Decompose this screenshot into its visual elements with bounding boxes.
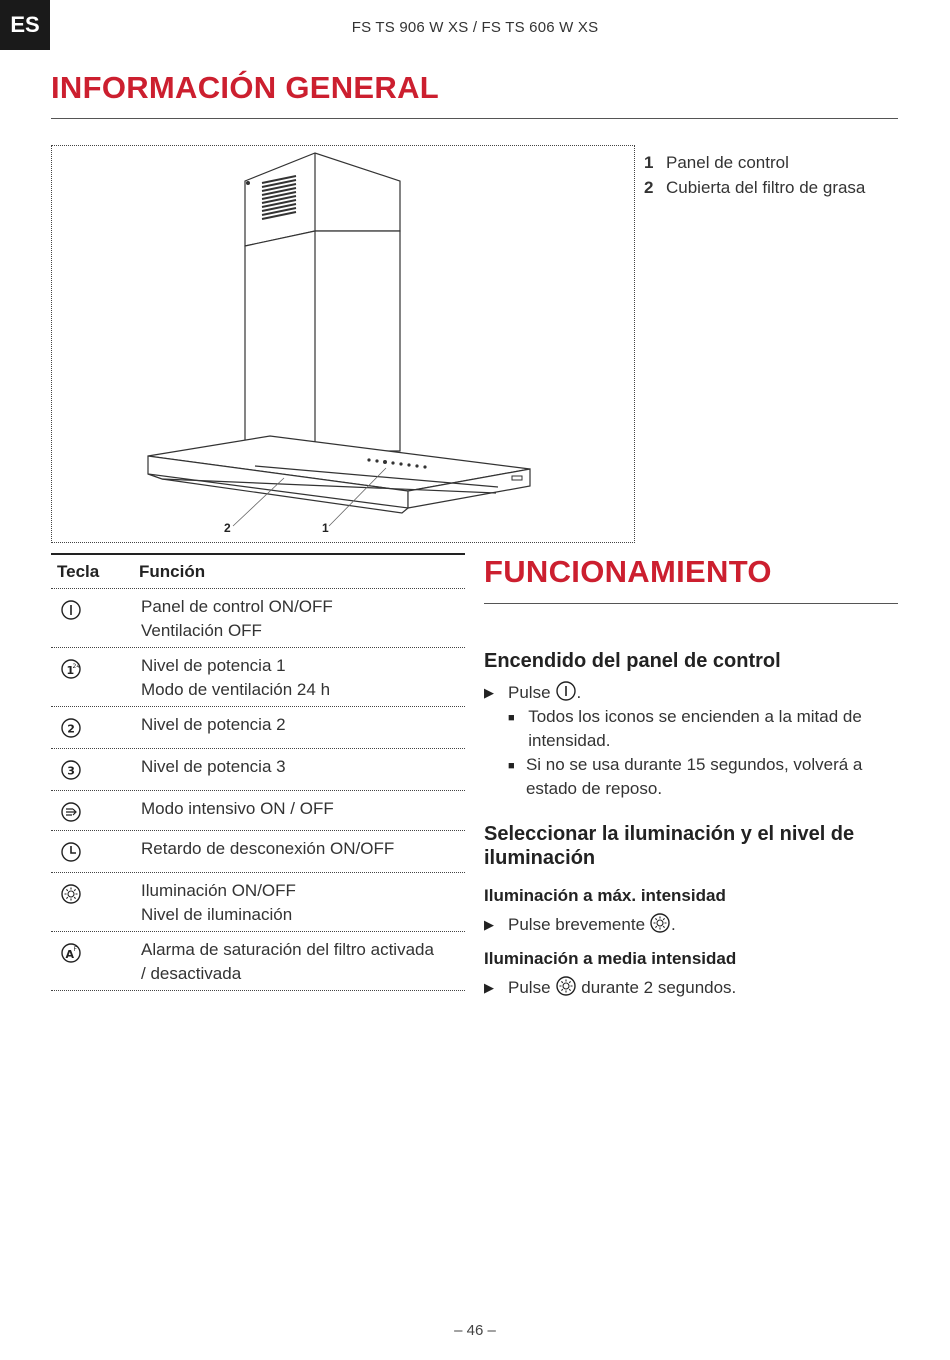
table-row [51, 932, 465, 991]
table-header [51, 553, 465, 589]
key-function-table [51, 553, 465, 991]
half-intensity-heading: Iluminación a media intensidad [484, 949, 737, 968]
bullet-text: Si no se usa durante 15 segundos, volverá a estado de reposo. [525, 755, 863, 798]
operation-divider [484, 603, 898, 604]
legend-item [644, 175, 865, 200]
filter-alarm-icon [60, 942, 82, 964]
step-arrow-icon: ▶ [484, 685, 494, 700]
function-line: Ventilación OFF [141, 621, 262, 640]
step-text: Pulse brevemente [508, 915, 646, 934]
legend-number: 2 [644, 177, 654, 197]
power-level-1-icon [60, 658, 82, 680]
legend-text: Panel de control [666, 152, 789, 172]
power-level-2-icon [60, 717, 82, 739]
bullet-text: Todos los iconos se encienden a la mitad de intensidad. [528, 707, 862, 750]
light-icon [555, 975, 577, 997]
general-info-title: INFORMACIÓN GENERAL [51, 70, 440, 105]
function-line: Nivel de potencia 3 [141, 757, 286, 776]
control-panel-on-heading: Encendido del panel de control [484, 650, 781, 672]
table-row [51, 831, 465, 873]
instruction-step: ▶ Pulse . [484, 680, 898, 705]
title-divider [51, 118, 898, 119]
table-row [51, 873, 465, 932]
legend-item [644, 150, 865, 175]
bullet-item [484, 753, 898, 801]
bullet-square-icon: ■ [508, 712, 515, 724]
function-line: Nivel de potencia 1 [141, 656, 286, 675]
power-icon [60, 599, 82, 621]
intensive-mode-icon [60, 801, 82, 823]
step-text: durante 2 segundos. [581, 978, 737, 997]
svg-text:3: 3 [67, 764, 75, 778]
hood-illustration [51, 145, 635, 543]
lighting-heading: Seleccionar la iluminación y el nivel de iluminación [484, 823, 855, 869]
lighting-section [484, 822, 898, 1000]
max-intensity-heading: Iluminación a máx. intensidad [484, 886, 726, 905]
function-line: / desactivada [141, 964, 242, 983]
power-icon [555, 680, 577, 702]
table-row [51, 707, 465, 749]
figure-label-1: 1 [322, 521, 329, 535]
instruction-step [484, 975, 898, 1000]
model-header: FS TS 906 W XS / FS TS 606 W XS [351, 19, 599, 36]
step-text: Pulse [508, 683, 551, 702]
svg-text:2: 2 [67, 722, 75, 736]
control-panel-on-section [484, 649, 898, 801]
svg-text:1: 1 [66, 664, 75, 677]
function-line: Retardo de desconexión ON/OFF [141, 839, 395, 858]
light-icon [60, 883, 82, 905]
timer-icon [60, 841, 82, 863]
svg-text:24: 24 [72, 663, 81, 670]
step-arrow-icon: ▶ [484, 917, 494, 932]
page-number: – 46 – [454, 1322, 496, 1339]
header-function: Función [139, 561, 206, 581]
function-line: Nivel de potencia 2 [141, 715, 286, 734]
figure-legend [644, 150, 865, 200]
power-level-3-icon [60, 759, 82, 781]
function-line: Modo intensivo ON / OFF [141, 799, 334, 818]
table-row [51, 791, 465, 831]
figure-label-2: 2 [224, 521, 231, 535]
function-line: Panel de control ON/OFF [141, 597, 333, 616]
operation-title: FUNCIONAMIENTO [484, 554, 772, 589]
legend-number: 1 [644, 152, 654, 172]
function-line: Iluminación ON/OFF [141, 881, 296, 900]
light-icon [649, 912, 671, 934]
legend-text: Cubierta del filtro de grasa [666, 177, 866, 197]
function-line: Nivel de iluminación [141, 905, 293, 924]
bullet-item [484, 705, 898, 753]
instruction-step: ▶ Pulse brevemente . [484, 912, 898, 937]
function-line: Modo de ventilación 24 h [141, 680, 331, 699]
header-key: Tecla [57, 561, 100, 581]
table-row [51, 648, 465, 707]
table-row [51, 589, 465, 648]
step-arrow-icon: ▶ [484, 980, 494, 995]
step-text: Pulse [508, 978, 551, 997]
hood-drawing [52, 146, 636, 544]
function-line: Alarma de saturación del filtro activada [141, 940, 434, 959]
language-tab: ES [0, 0, 50, 50]
svg-text:A: A [65, 948, 75, 961]
table-row [51, 749, 465, 791]
bullet-square-icon: ■ [508, 760, 515, 772]
svg-text:F: F [73, 946, 77, 953]
